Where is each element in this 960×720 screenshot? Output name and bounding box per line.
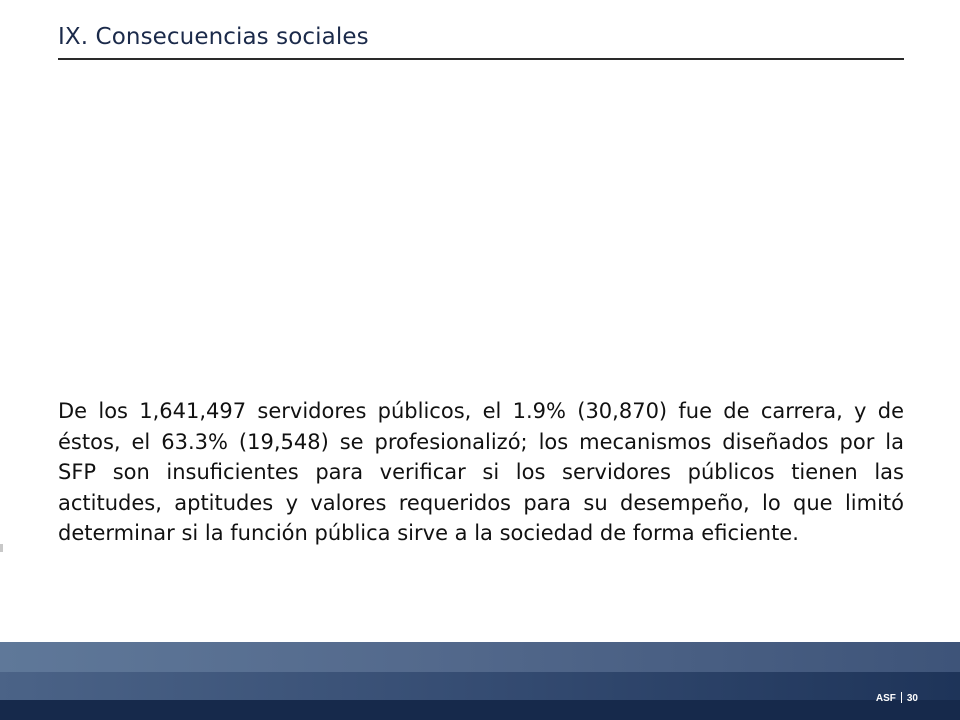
slide-title: IX. Consecuencias sociales [58,24,369,50]
footer-band-dark [0,700,960,720]
title-underline [58,58,904,60]
footer-band [0,642,960,720]
footer-separator [901,692,902,703]
footer-page-badge [876,692,918,704]
left-edge-mark [0,544,3,552]
page-number: 30 [906,693,918,704]
body-paragraph: De los 1,641,497 servidores públicos, el 1.9% (30,870) fue de carrera, y de éstos, el 63.3% (19,548) se profesionalizó; los mecanismos diseñados por la SFP son insuficientes para verificar si los servidores públicos tienen las actitudes, aptitudes y valores requeridos para su desempeño, lo que limitó determinar si la función pública sirve a la sociedad de forma eficiente. [58,399,904,545]
footer-org-label: ASF [875,693,896,704]
